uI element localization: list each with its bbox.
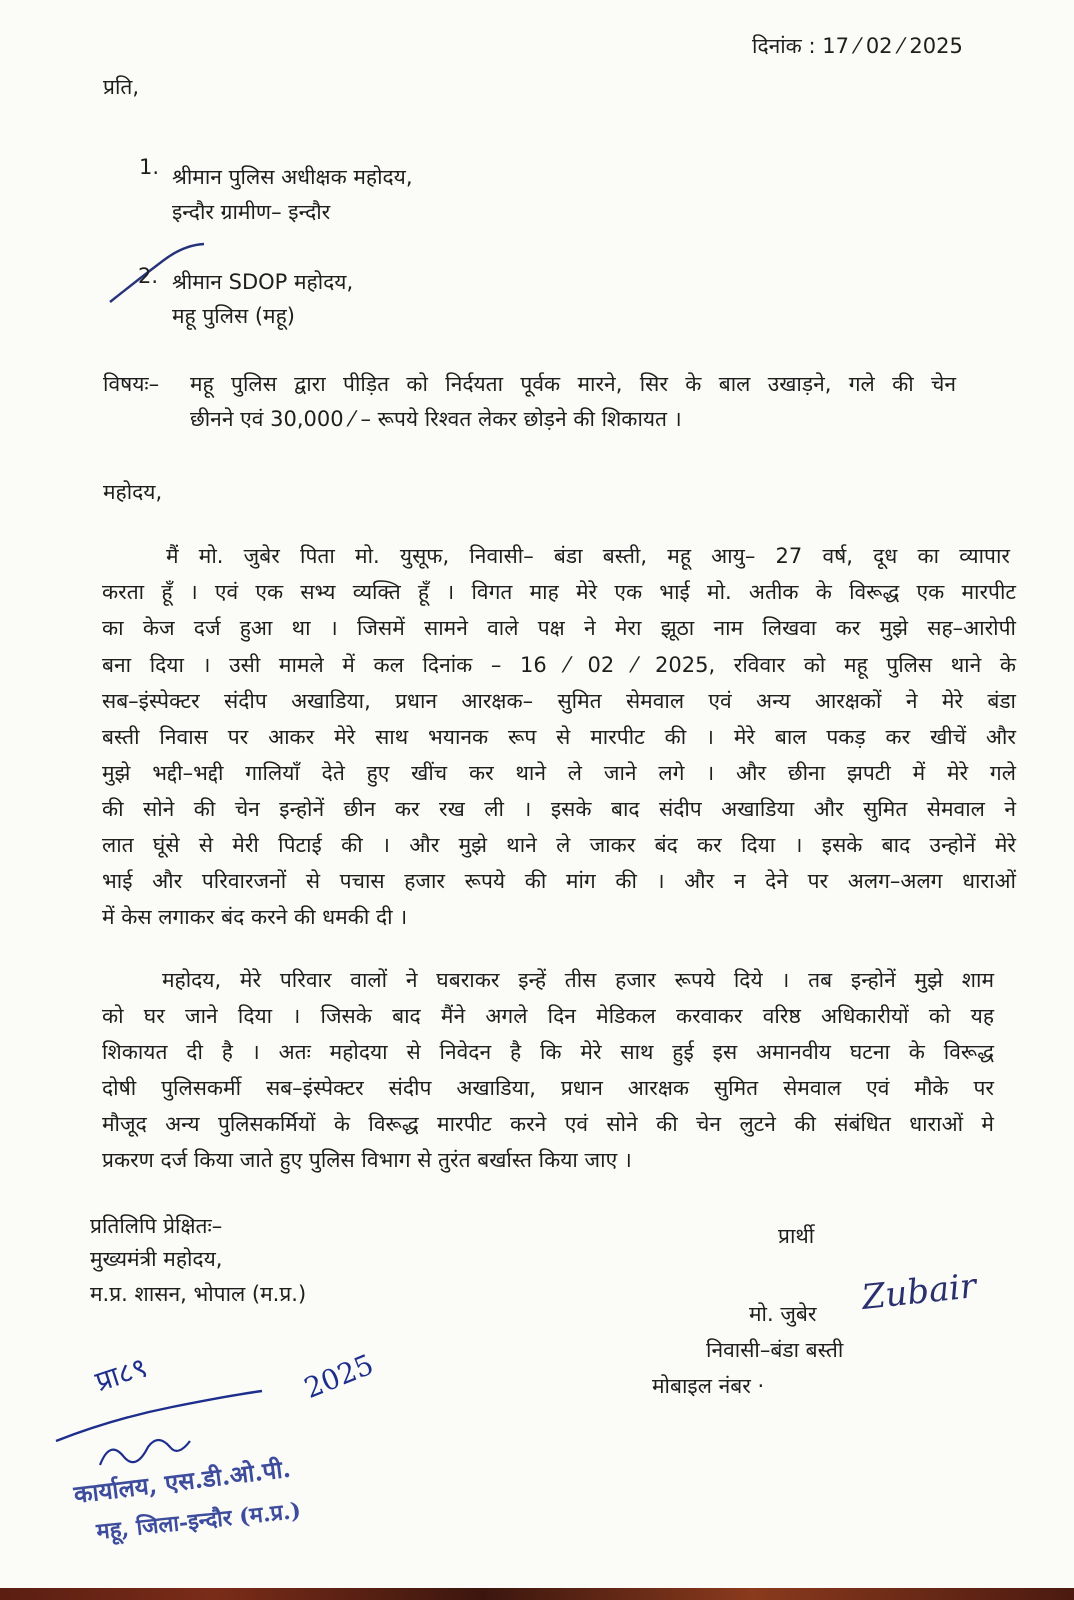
recipient-2-number: 2. xyxy=(138,264,159,288)
para1-line: सब–इंस्पेक्टर संदीप अखाडिया, प्रधान आरक्षक– सुमित सेमवाल एवं अन्य आरक्षकों ने मेरे बंडा xyxy=(102,689,1016,713)
para2-line: को घर जाने दिया । जिसके बाद मैंने अगले दिन मेडिकल करवाकर वरिष्ठ अधिकारीयों को यह xyxy=(102,1004,994,1028)
para1-line: में केस लगाकर बंद करने की धमकी दी । xyxy=(102,905,408,929)
bottom-edge-strip xyxy=(0,1588,1074,1600)
recipient-1-number: 1. xyxy=(139,155,160,179)
applicant-signature: Zubair xyxy=(859,1266,979,1318)
receipt-date-year: 2025 xyxy=(299,1347,379,1405)
para1-line: भाई और परिवारजनों से पचास हजार रूपये की मांग की । और न देने पर अलग–अलग धाराओं xyxy=(102,869,1016,893)
para1-line: बना दिया । उसी मामले में कल दिनांक – 16 ⁄ 02 ⁄ 2025, रविवार को महू पुलिस थाने के xyxy=(102,653,1016,677)
para2-line: प्रकरण दर्ज किया जाते हुए पुलिस विभाग से तुरंत बर्खास्त किया जाए । xyxy=(102,1148,632,1172)
recipient-1-title: श्रीमान पुलिस अधीक्षक महोदय, xyxy=(172,165,413,189)
copy-recipient: मुख्यमंत्री महोदय, xyxy=(90,1247,223,1271)
letter-date: दिनांक : 17 ⁄ 02 ⁄ 2025 xyxy=(752,34,963,58)
stamp-office: कार्यालय, एस.डी.ओ.पी. xyxy=(72,1453,293,1510)
prati-heading: प्रति, xyxy=(103,75,140,99)
para1-line: बस्ती निवास पर आकर मेरे साथ भयानक रूप से मारपीट की । मेरे बाल पकड़ कर खीचें और xyxy=(102,725,1016,749)
para1-line: करता हूँ । एवं एक सभ्य व्यक्ति हूँ । विगत माह मेरे एक भाई मो. अतीक के विरूद्ध एक मारपीट xyxy=(102,580,1016,604)
salutation: महोदय, xyxy=(103,480,163,504)
applicant-name: मो. जुबेर xyxy=(749,1302,817,1326)
subject-label: विषयः– xyxy=(103,372,160,396)
para2-line: शिकायत दी है । अतः महोदया से निवेदन है कि मेरे साथ हुई इस अमानवीय घटना के विरूद्ध xyxy=(102,1040,994,1064)
para1-line: मुझे भद्दी–भद्दी गालियॉं देते हुए खींच कर थाने ले जाने लगे । और छीना झपटी में मेरे गले xyxy=(102,761,1016,785)
para1-line: की सोने की चेन इन्होनें छीन कर रख ली । इसके बाद संदीप अखाडिया और सुमित सेमवाल ने xyxy=(102,797,1016,821)
stamp-place: महू, जिला-इन्दौर (म.प्र.) xyxy=(95,1497,303,1546)
copy-recipient-office: म.प्र. शासन, भोपाल (म.प्र.) xyxy=(90,1282,307,1306)
applicant-residence: निवासी–बंडा बस्ती xyxy=(706,1338,844,1362)
para1-line: मैं मो. जुबेर पिता मो. युसूफ, निवासी– बंडा बस्ती, महू आयु– 27 वर्ष, दूध का व्यापार xyxy=(166,544,1010,568)
applicant-label: प्रार्थी xyxy=(778,1224,815,1248)
para2-line: दोषी पुलिसकर्मी सब–इंस्पेक्टर संदीप अखाडिया, प्रधान आरक्षक सुमित सेमवाल एवं मौके पर xyxy=(102,1076,994,1100)
applicant-mobile: मोबाइल नंबर · xyxy=(652,1374,765,1398)
recipient-2-location: महू पुलिस (महू) xyxy=(172,304,295,328)
receipt-number: प्रा८९ xyxy=(91,1350,152,1399)
recipient-1-location: इन्दौर ग्रामीण– इन्दौर xyxy=(172,200,331,224)
para1-line: लात घूंसे से मेरी पिटाई की । और मुझे थाने ले जाकर बंद कर दिया । इसके बाद उन्होनें मेरे xyxy=(102,833,1016,857)
para2-line: मौजूद अन्य पुलिसकर्मियों के विरूद्ध मारपीट करने एवं सोने की चेन लुटने की संबंधित धाराओं मे xyxy=(102,1112,994,1136)
subject-line-1: महू पुलिस द्वारा पीड़ित को निर्दयता पूर्वक मारने, सिर के बाल उखाड़ने, गले की चेन xyxy=(190,372,956,396)
recipient-2-title: श्रीमान SDOP महोदय, xyxy=(172,270,354,294)
para2-line: महोदय, मेरे परिवार वालों ने घबराकर इन्हें तीस हजार रूपये दिये । तब इन्होनें मुझे शाम xyxy=(162,968,994,992)
subject-line-2: छीनने एवं 30,000 ⁄ – रूपये रिश्वत लेकर छोड़ने की शिकायत । xyxy=(190,407,682,431)
copy-label: प्रतिलिपि प्रेक्षितः– xyxy=(90,1214,223,1238)
para1-line: का केज दर्ज हुआ था । जिसमें सामने वाले पक्ष ने मेरा झूठा नाम लिखवा कर मुझे सह–आरोपी xyxy=(102,616,1016,640)
